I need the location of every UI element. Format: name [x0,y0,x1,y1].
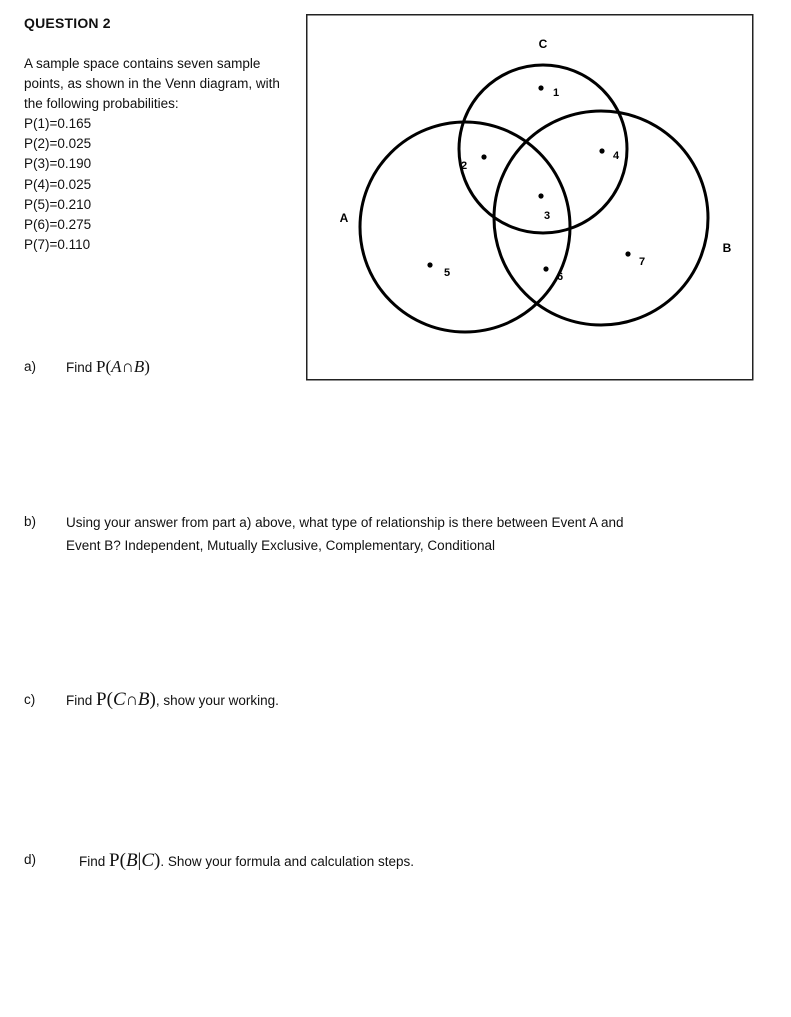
expr-a: A [111,357,122,376]
expr-c: C [141,850,155,871]
part-c-find: Find [66,693,93,708]
set-b-circle [494,111,708,325]
point-label-5: 5 [443,267,451,279]
point-dot-6 [543,266,548,271]
point-dot-1 [538,85,543,90]
part-c-label: c) [24,692,36,707]
part-a-question [66,355,150,379]
point-label-2: 2 [460,160,468,172]
point-dot-3 [538,193,543,198]
point-dot-5 [427,262,432,267]
part-d-find: Find [79,854,106,869]
part-a-label: a) [24,359,37,374]
venn-diagram [306,14,754,381]
part-b-label: b) [24,514,37,529]
probability-item: P(7)=0.110 [24,237,91,253]
point-dot-2 [481,154,486,159]
probability-item: P(4)=0.025 [24,176,92,192]
point-dot-4 [599,148,604,153]
expr-b: B [125,850,138,871]
point-dot-7 [625,251,630,256]
set-a-circle [360,122,570,332]
expr-b: B [133,357,145,376]
point-label-1: 1 [552,87,560,99]
part-a-find: Find [66,360,93,375]
expr-close: ) [154,850,161,871]
point-label-7: 7 [638,256,646,268]
expr-close: ) [144,357,150,376]
probability-item: P(2)=0.025 [24,136,92,152]
probability-item: P(5)=0.210 [24,196,92,212]
question-intro: A sample space contains seven sample points, as shown in the Venn diagram, with the following probabilities: [24,56,280,111]
part-d-label: d) [24,852,37,867]
expr-c: C [112,689,126,710]
expr-close: ) [149,689,156,710]
set-a-label: A [339,211,349,225]
question-title: QUESTION 2 [24,15,111,31]
venn-frame [307,15,753,380]
point-label-4: 4 [612,150,620,162]
part-d-suffix: . Show your formula and calculation steps. [160,854,415,869]
part-b-line-2: Event B? Independent, Mutually Exclusive, Complementary, Conditional [66,538,495,553]
part-a-expression [96,357,150,376]
part-c-question [66,688,279,712]
probability-item: P(1)=0.165 [24,116,92,131]
part-b-line-1: Using your answer from part a) above, what type of relationship is there between Event A and [66,515,624,530]
expr-intersect: ∩ [125,690,138,709]
part-b-question [66,511,766,557]
point-label-6: 6 [556,271,564,283]
part-d-question [79,849,414,873]
expr-p: P( [109,850,126,871]
expr-given: | [137,850,142,871]
part-d-expression [109,851,160,870]
expr-intersect: ∩ [121,357,134,376]
probability-item: P(6)=0.275 [24,217,92,233]
part-c-suffix: , show your working. [155,693,279,708]
set-b-label: B [722,241,732,255]
point-label-3: 3 [543,210,551,222]
expr-p: P( [96,357,112,376]
expr-b: B [137,689,150,710]
expr-p: P( [96,689,113,710]
probability-item: P(3)=0.190 [24,156,92,172]
probability-list [24,114,91,255]
part-c-expression [96,690,156,709]
set-c-label: C [538,37,548,51]
